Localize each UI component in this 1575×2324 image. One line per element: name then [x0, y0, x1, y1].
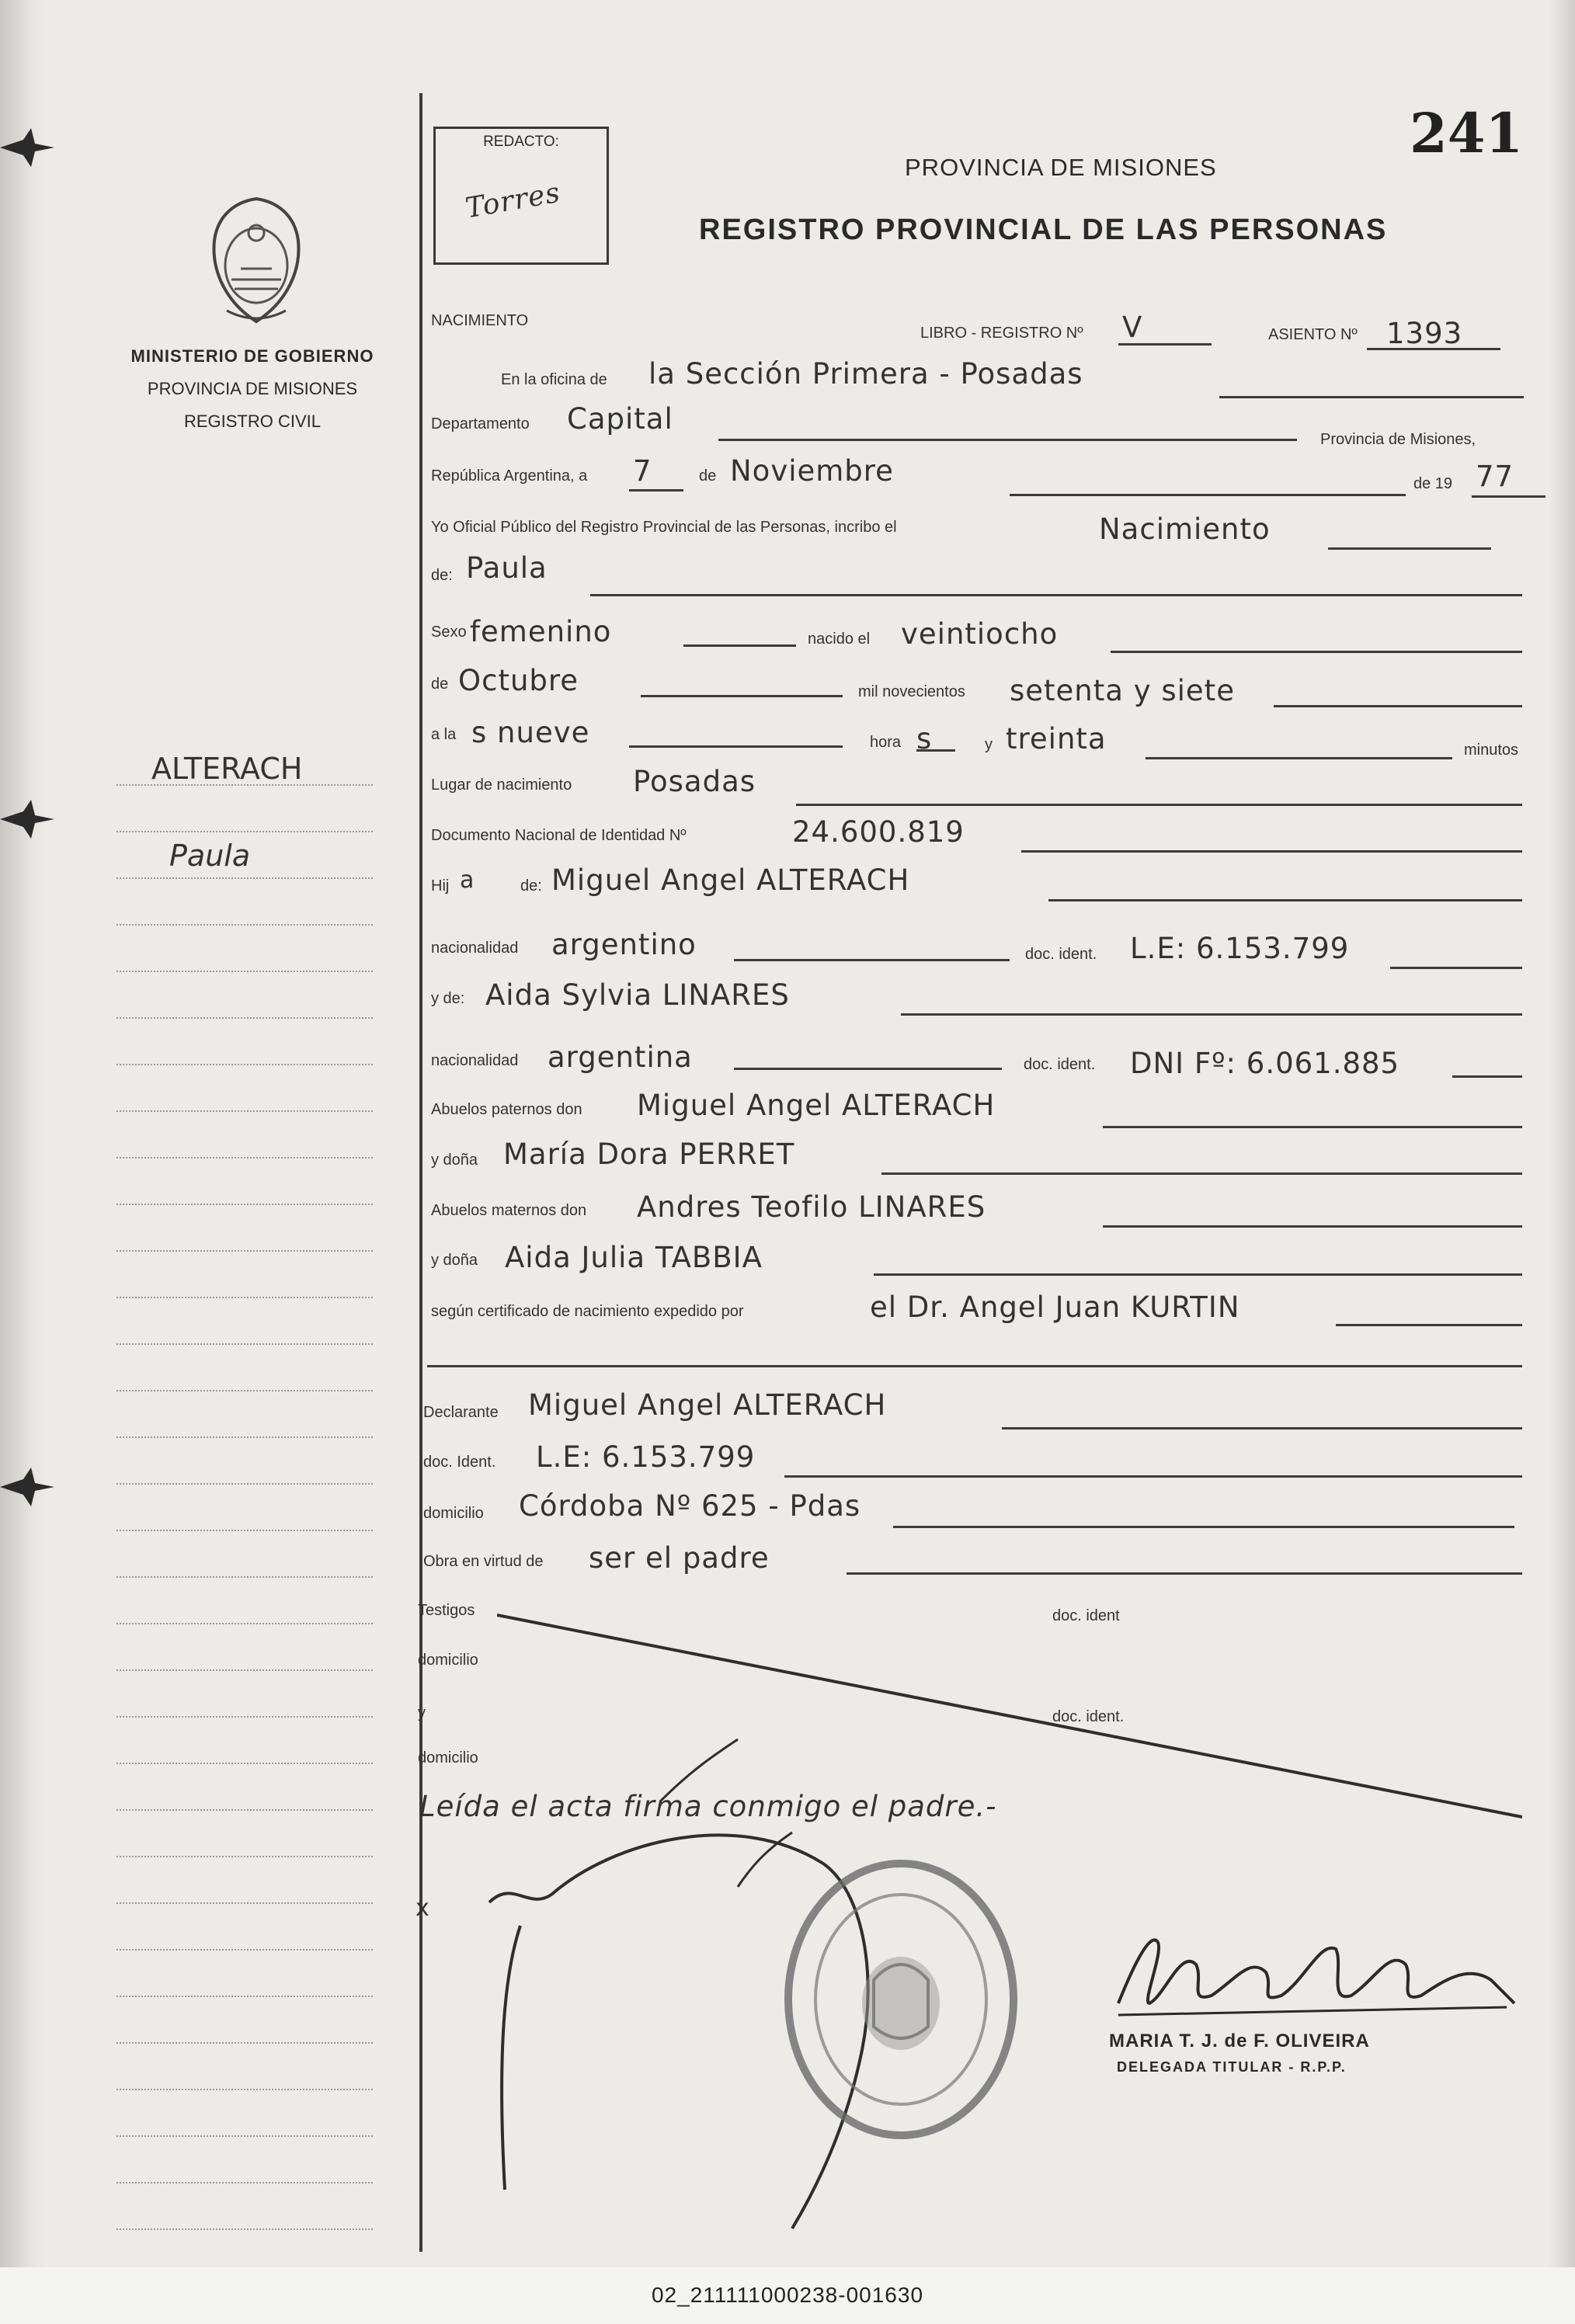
official-name: MARIA T. J. de F. OLIVEIRA: [1109, 2030, 1370, 2051]
ministry-registry: REGISTRO CIVIL: [183, 412, 322, 431]
provincia-suffix: Provincia de Misiones,: [1320, 431, 1476, 448]
testigos-label: Testigos: [418, 1602, 475, 1619]
ministry-province: PROVINCIA DE MISIONES: [147, 379, 358, 398]
mother-doc-label: doc. ident.: [1024, 1056, 1096, 1073]
minutes-value: treinta: [1006, 722, 1107, 756]
testigo2-doc-label: doc. ident.: [1052, 1708, 1125, 1725]
am-dona-label: y doña: [431, 1252, 478, 1269]
am-don: Andres Teofilo LINARES: [637, 1190, 986, 1224]
mother-doc: DNI Fº: 6.061.885: [1130, 1047, 1400, 1080]
oficial-value: Nacimiento: [1099, 512, 1271, 546]
footer-bar: [0, 2267, 1575, 2324]
testigo2-domicilio-label: domicilio: [418, 1749, 478, 1766]
margin-surname: ALTERACH: [151, 752, 303, 786]
declarante-value: Miguel Angel ALTERACH: [528, 1388, 887, 1422]
father-nationality: argentino: [551, 928, 697, 961]
page-right-edge: [1549, 0, 1575, 2267]
libro-label: LIBRO - REGISTRO Nº: [920, 325, 1083, 342]
redacto-value: Torres: [463, 176, 563, 225]
person-name: Paula: [466, 551, 548, 585]
horas-label: hora: [870, 734, 902, 751]
hour-value: s nueve: [471, 716, 590, 749]
horas-suffix: s: [916, 722, 933, 756]
binder-clip-icon: [0, 124, 54, 171]
de2-label: de: [431, 676, 449, 693]
father-name: Miguel Angel ALTERACH: [551, 863, 910, 897]
asiento-label: ASIENTO Nº: [1268, 326, 1358, 343]
page-number: 241: [1410, 101, 1524, 165]
official-title: DELEGADA TITULAR - R.P.P.: [1117, 2059, 1347, 2075]
margin-divider: [419, 93, 422, 2252]
alas-label: a la: [431, 726, 457, 743]
lugar-value: Posadas: [633, 765, 756, 798]
minutos-label: minutos: [1464, 742, 1519, 759]
page-left-edge: [0, 0, 47, 2267]
registry-title: REGISTRO PROVINCIAL DE LAS PERSONAS: [699, 214, 1388, 246]
birth-year: setenta y siete: [1010, 674, 1235, 707]
y-label: y: [985, 736, 993, 753]
mother-nationality: argentina: [548, 1040, 693, 1074]
year-label: de 19: [1413, 475, 1453, 492]
official-signature-icon: [1103, 1918, 1522, 2027]
province-title: PROVINCIA DE MISIONES: [905, 154, 1217, 181]
obra-label: Obra en virtud de: [423, 1553, 544, 1570]
obra-value: ser el padre: [589, 1541, 770, 1575]
decl-doc-value: L.E: 6.153.799: [536, 1440, 756, 1474]
provincial-crest-icon: [203, 194, 309, 326]
nacido-value: veintiocho: [901, 617, 1059, 651]
closing-text: Leída el acta firma conmigo el padre.-: [419, 1790, 997, 1823]
libro-value: V: [1122, 311, 1143, 344]
mother-name: Aida Sylvia LINARES: [485, 978, 790, 1012]
am-label: Abuelos maternos don: [431, 1202, 587, 1219]
departamento-value: Capital: [567, 402, 673, 436]
dni-value: 24.600.819: [792, 815, 965, 849]
sexo-label: Sexo: [431, 624, 467, 641]
de-label: de: [699, 467, 717, 485]
ap-label: Abuelos paternos don: [431, 1101, 582, 1118]
image-code: 02_211111000238-001630: [651, 2283, 924, 2307]
lugar-label: Lugar de nacimiento: [431, 776, 572, 794]
cert-label: según certificado de nacimiento expedido por: [431, 1303, 744, 1320]
hij-label: Hij: [431, 877, 450, 895]
departamento-label: Departamento: [431, 415, 530, 432]
binder-clip-icon: [0, 1464, 54, 1510]
mother-nat-label: nacionalidad: [431, 1052, 519, 1069]
am-dona: Aida Julia TABBIA: [505, 1241, 763, 1274]
hij-de-label: de:: [520, 877, 542, 895]
sexo-value: femenino: [470, 615, 612, 648]
republica-label: República Argentina, a: [431, 467, 588, 485]
mil-label: mil novecientos: [858, 683, 965, 700]
de-person-label: de:: [431, 567, 453, 584]
redacto-label: REDACTO:: [483, 134, 559, 150]
margin-name: Paula: [169, 839, 251, 873]
ministry-name: MINISTERIO DE GOBIERNO: [130, 346, 374, 366]
binder-clip-icon: [0, 796, 54, 842]
asiento-value: 1393: [1386, 317, 1463, 350]
ap-dona: María Dora PERRET: [503, 1138, 795, 1171]
ministry-block: [109, 340, 396, 438]
hij-suffix: a: [460, 867, 475, 894]
father-doc: L.E: 6.153.799: [1130, 932, 1350, 965]
father-nat-label: nacionalidad: [431, 940, 519, 957]
nacido-label: nacido el: [808, 631, 871, 648]
month-value: Noviembre: [730, 454, 894, 488]
cert-value: el Dr. Angel Juan KURTIN: [870, 1291, 1240, 1324]
testigo-domicilio-label: domicilio: [418, 1652, 478, 1669]
testigo-doc-label: doc. ident: [1052, 1607, 1120, 1624]
x-mark: x: [415, 1895, 430, 1922]
ap-don: Miguel Angel ALTERACH: [637, 1089, 996, 1122]
oficial-text: Yo Oficial Público del Registro Provincial de las Personas, incribo el: [431, 519, 897, 536]
domicilio-label: domicilio: [423, 1505, 484, 1522]
oficina-label: En la oficina de: [501, 371, 607, 388]
act-type-label: NACIMIENTO: [431, 312, 529, 329]
year-value: 77: [1476, 460, 1514, 493]
father-doc-label: doc. ident.: [1025, 946, 1097, 963]
testigo-y-label: y: [418, 1704, 426, 1721]
day-value: 7: [633, 454, 652, 488]
domicilio-value: Córdoba Nº 625 - Pdas: [519, 1489, 861, 1523]
decl-doc-label: doc. Ident.: [423, 1454, 496, 1471]
official-seal-icon: [781, 1856, 1021, 2143]
dni-label: Documento Nacional de Identidad Nº: [431, 827, 687, 844]
declarante-label: Declarante: [423, 1404, 499, 1421]
oficina-value: la Sección Primera - Posadas: [648, 357, 1083, 391]
birth-month: Octubre: [458, 664, 579, 697]
redacto-box: [433, 127, 609, 265]
ap-dona-label: y doña: [431, 1152, 478, 1169]
mother-de-label: y de:: [431, 990, 465, 1007]
